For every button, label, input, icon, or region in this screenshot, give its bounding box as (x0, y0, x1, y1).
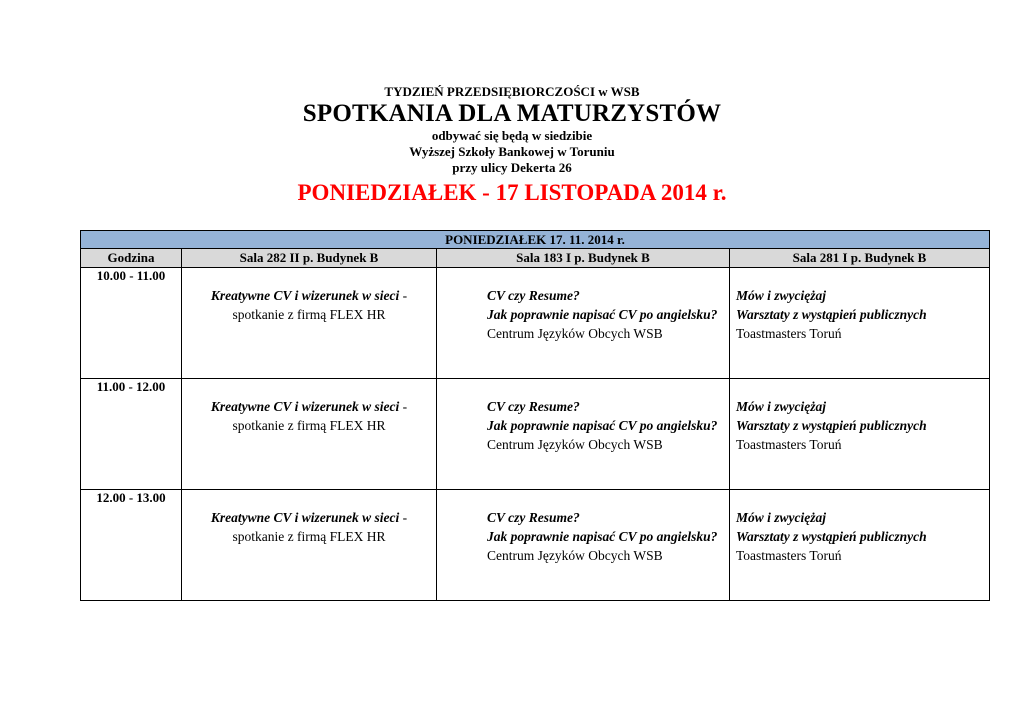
session-room-282 (182, 268, 437, 379)
pre-title: TYDZIEŃ PRZEDSIĘBIORCZOŚCI w WSB (384, 84, 640, 99)
session-note: Centrum Języków Obcych WSB (487, 548, 663, 563)
time-slot: 11.00 - 12.00 (81, 379, 182, 490)
table-row (81, 379, 990, 490)
session-room-282 (182, 379, 437, 490)
location-line-3: przy ulicy Dekerta 26 (452, 160, 572, 175)
time-slot: 12.00 - 13.00 (81, 490, 182, 601)
session-note: Centrum Języków Obcych WSB (487, 437, 663, 452)
session-room-282 (182, 490, 437, 601)
day-header: PONIEDZIAŁEK 17. 11. 2014 r. (81, 231, 990, 249)
session-title: Kreatywne CV i wizerunek w sieci (210, 510, 400, 525)
session-title: CV czy Resume? (487, 399, 580, 414)
session-room-281 (730, 268, 990, 379)
session-dash: - (399, 510, 408, 525)
table-row (81, 490, 990, 601)
session-subtitle: Jak poprawnie napisać CV po angielsku? (487, 307, 718, 322)
page-title: SPOTKANIA DLA MATURZYSTÓW (302, 100, 722, 127)
session-subtitle: Jak poprawnie napisać CV po angielsku? (487, 529, 718, 544)
session-subtitle: Warsztaty z wystąpień publicznych (736, 529, 927, 544)
session-title: Kreatywne CV i wizerunek w sieci (210, 288, 400, 303)
session-title: CV czy Resume? (487, 510, 580, 525)
session-room-281 (730, 490, 990, 601)
session-note: Centrum Języków Obcych WSB (487, 326, 663, 341)
session-title: Mów i zwyciężaj (736, 399, 826, 414)
time-slot: 10.00 - 11.00 (81, 268, 182, 379)
location-line-2: Wyższej Szkoły Bankowej w Toruniu (409, 144, 615, 159)
column-header-time: Godzina (81, 249, 182, 268)
session-note: spotkanie z firmą FLEX HR (232, 418, 386, 433)
session-title: Mów i zwyciężaj (736, 288, 826, 303)
schedule-table (80, 230, 990, 601)
column-header-room-281: Sala 281 I p. Budynek B (730, 249, 990, 268)
session-dash: - (399, 399, 408, 414)
event-date-title: PONIEDZIAŁEK - 17 LISTOPADA 2014 r. (297, 180, 727, 205)
session-room-281 (730, 379, 990, 490)
session-subtitle: Warsztaty z wystąpień publicznych (736, 418, 927, 433)
session-subtitle: Warsztaty z wystąpień publicznych (736, 307, 927, 322)
session-note: Toastmasters Toruń (736, 548, 842, 563)
column-header-room-282: Sala 282 II p. Budynek B (182, 249, 437, 268)
session-room-183 (437, 379, 730, 490)
session-note: spotkanie z firmą FLEX HR (232, 529, 386, 544)
session-title: CV czy Resume? (487, 288, 580, 303)
session-subtitle: Jak poprawnie napisać CV po angielsku? (487, 418, 718, 433)
column-header-row (81, 249, 990, 268)
session-title: Mów i zwyciężaj (736, 510, 826, 525)
session-room-183 (437, 490, 730, 601)
session-note: Toastmasters Toruń (736, 326, 842, 341)
column-header-room-183: Sala 183 I p. Budynek B (437, 249, 730, 268)
session-note: spotkanie z firmą FLEX HR (232, 307, 386, 322)
session-note: Toastmasters Toruń (736, 437, 842, 452)
location-line-1: odbywać się będą w siedzibie (431, 128, 593, 143)
day-header-row (81, 231, 990, 249)
session-room-183 (437, 268, 730, 379)
table-row (81, 268, 990, 379)
session-dash: - (399, 288, 408, 303)
document-header (0, 84, 1024, 208)
session-title: Kreatywne CV i wizerunek w sieci (210, 399, 400, 414)
